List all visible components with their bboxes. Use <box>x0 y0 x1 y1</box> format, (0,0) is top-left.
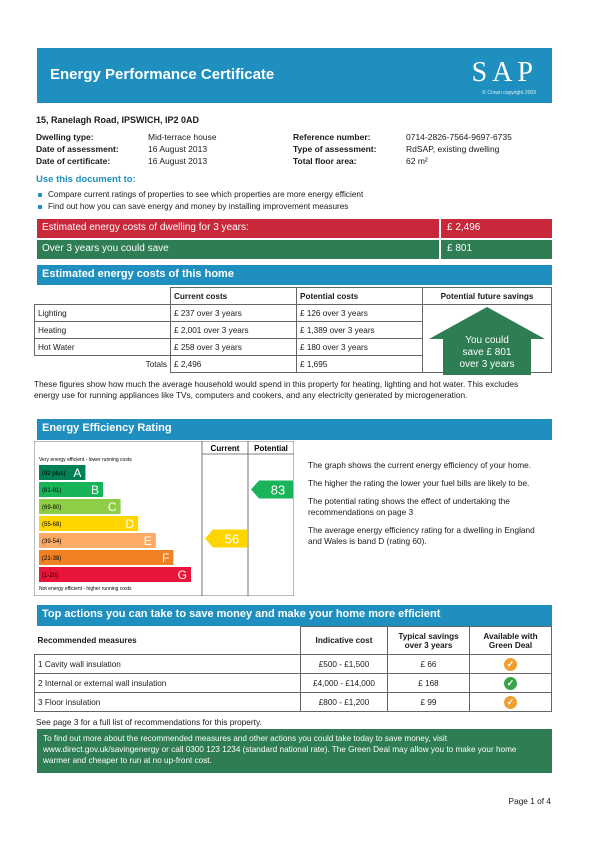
list-item <box>38 201 363 213</box>
bullet-icon <box>38 193 42 197</box>
saving-cell: £ 168 <box>388 674 470 693</box>
totals-label: Totals <box>145 359 167 369</box>
page-title: Energy Performance Certificate <box>50 66 275 83</box>
potential-cost-cell: £ 1,389 over 3 years <box>297 322 423 339</box>
green-deal-check-icon: ✓ <box>504 696 517 709</box>
column-header: Available with Green Deal <box>470 627 552 655</box>
band-letter: A <box>73 466 82 480</box>
row-label: Heating <box>35 322 171 339</box>
assessment-date-label: Date of assessment: <box>36 144 119 154</box>
measure-cell: 1 Cavity wall insulation <box>35 655 301 674</box>
band-range-label: (21-38) <box>42 556 62 562</box>
list-item-text: Find out how you can save energy and money by installing improvement measures <box>48 202 349 211</box>
green-deal-check-icon: ✓ <box>504 658 517 671</box>
dwelling-type-value: Mid-terrace house <box>148 132 217 142</box>
rating-band-g <box>39 567 191 582</box>
saving-cell: £ 99 <box>388 693 470 712</box>
floor-area-value: 62 m² <box>406 156 428 166</box>
potential-cost-cell: £ 126 over 3 years <box>297 305 423 322</box>
use-document-list <box>38 189 363 213</box>
efficiency-paragraph: The higher the rating the lower your fuel bills are likely to be. <box>308 478 530 488</box>
savings-arrow-line: save £ 801 <box>462 347 512 358</box>
band-range-label: (69-80) <box>42 505 62 511</box>
column-header: Potential future savings <box>423 288 552 305</box>
band-letter: G <box>177 568 187 582</box>
efficiency-explanation <box>308 460 548 554</box>
sap-logo: SAP <box>471 57 538 88</box>
inefficient-note: Not energy efficient - higher running costs <box>39 586 132 592</box>
cost-cell: £800 - £1,200 <box>301 693 388 712</box>
savings-value: £ 801 <box>439 240 552 259</box>
column-header: Potential costs <box>297 288 423 305</box>
band-letter: F <box>162 551 170 565</box>
cost-cell: £4,000 - £14,000 <box>301 674 388 693</box>
house-arrow-icon <box>427 307 547 375</box>
band-letter: E <box>143 534 152 548</box>
potential-cost-cell: £ 180 over 3 years <box>297 339 423 356</box>
dwelling-type-label: Dwelling type: <box>36 132 94 142</box>
total-current-cell: £ 2,496 <box>171 356 297 373</box>
actions-section-title: Top actions you can take to save money and make your home more efficient <box>37 605 552 626</box>
use-document-title: Use this document to: <box>36 174 136 185</box>
sap-logo-subtitle: © Crown copyright 2009 <box>482 90 536 96</box>
table-header-row <box>35 288 552 305</box>
row-label: Lighting <box>35 305 171 322</box>
property-address: 15, Ranelagh Road, IPSWICH, IP2 0AD <box>36 115 200 125</box>
reference-label: Reference number: <box>293 132 371 142</box>
list-item-text: Compare current ratings of properties to see which properties are more energy efficient <box>48 190 364 199</box>
list-item <box>38 189 363 201</box>
band-letter: B <box>90 483 99 497</box>
cost-cell: £500 - £1,500 <box>301 655 388 674</box>
band-range-label: (55-68) <box>42 522 62 528</box>
savings-label: Over 3 years you could save <box>42 243 169 254</box>
table-row <box>35 655 552 674</box>
savings-arrow-line: You could <box>465 335 509 346</box>
efficiency-paragraph: The average energy efficiency rating for a dwelling in England and Wales is band D (rating 60). <box>308 525 535 546</box>
band-range-label: (92 plus) <box>42 471 66 477</box>
savings-bar <box>37 240 552 259</box>
certificate-date-value: 16 August 2013 <box>148 156 208 166</box>
current-column-header: Current <box>210 444 240 453</box>
certificate-date-label: Date of certificate: <box>36 156 111 166</box>
table-row <box>35 674 552 693</box>
row-label: Hot Water <box>35 339 171 356</box>
green-deal-info: To find out more about the recommended measures and other actions you could take today to save money, visit www.direct.gov.uk/savingenergy or call 0300 123 1234 (standard national rate). The Green Deal may allow you to make your home warmer and cheaper to run at no up-front cost. <box>37 729 552 773</box>
potential-column-header: Potential <box>254 444 288 453</box>
column-header: Current costs <box>171 288 297 305</box>
efficiency-paragraph: The potential rating shows the effect of undertaking the recommendations on page 3 <box>308 496 510 517</box>
table-header-row <box>35 627 552 655</box>
table-row <box>35 693 552 712</box>
floor-area-label: Total floor area: <box>293 156 357 166</box>
efficiency-chart <box>34 441 294 596</box>
column-header: Indicative cost <box>301 627 388 655</box>
current-cost-cell: £ 2,001 over 3 years <box>171 322 297 339</box>
column-header: Recommended measures <box>37 635 137 645</box>
measure-cell: 2 Internal or external wall insulation <box>35 674 301 693</box>
current-cost-cell: £ 237 over 3 years <box>171 305 297 322</box>
costs-section-title: Estimated energy costs of this home <box>37 265 552 285</box>
efficiency-chart-svg <box>34 441 294 596</box>
rating-bands <box>39 465 191 582</box>
recommendations-note: See page 3 for a full list of recommendations for this property. <box>36 717 262 727</box>
current-rating-value: 56 <box>224 531 240 547</box>
estimated-cost-value: £ 2,496 <box>439 219 552 238</box>
savings-arrow <box>427 307 547 375</box>
savings-arrow-line: over 3 years <box>459 359 515 370</box>
efficiency-paragraph: The graph shows the current energy efficiency of your home. <box>308 460 532 470</box>
measure-cell: 3 Floor insulation <box>35 693 301 712</box>
assessment-type-value: RdSAP, existing dwelling <box>406 144 500 154</box>
column-header: Typical savings over 3 years <box>388 627 470 655</box>
total-potential-cell: £ 1,695 <box>297 356 423 373</box>
current-cost-cell: £ 258 over 3 years <box>171 339 297 356</box>
assessment-date-value: 16 August 2013 <box>148 144 208 154</box>
costs-description: These figures show how much the average household would spend in this property for heating, lighting and hot water. This excludes energy use for running appliances like TVs, computers and cookers, and any electricity generated by microgeneration. <box>34 379 519 400</box>
green-deal-check-icon: ✓ <box>504 677 517 690</box>
actions-table <box>34 626 552 712</box>
potential-rating-value: 83 <box>270 482 286 498</box>
band-range-label: (39-54) <box>42 539 62 545</box>
page-number: Page 1 of 4 <box>508 796 551 806</box>
saving-cell: £ 66 <box>388 655 470 674</box>
band-range-label: (81-91) <box>42 488 62 494</box>
efficient-note: Very energy efficient - lower running costs <box>39 457 132 463</box>
bullet-icon <box>38 205 42 209</box>
rating-markers <box>205 481 293 548</box>
efficiency-section-title: Energy Efficiency Rating <box>37 419 552 440</box>
assessment-type-label: Type of assessment: <box>293 144 377 154</box>
reference-value: 0714-2826-7564-9697-6735 <box>406 132 512 142</box>
estimated-cost-bar <box>37 219 552 238</box>
band-range-label: (1-20) <box>42 573 59 579</box>
estimated-cost-label: Estimated energy costs of dwelling for 3 years: <box>42 222 249 233</box>
band-letter: D <box>125 517 135 531</box>
certificate-header <box>37 48 552 103</box>
band-letter: C <box>107 500 117 514</box>
